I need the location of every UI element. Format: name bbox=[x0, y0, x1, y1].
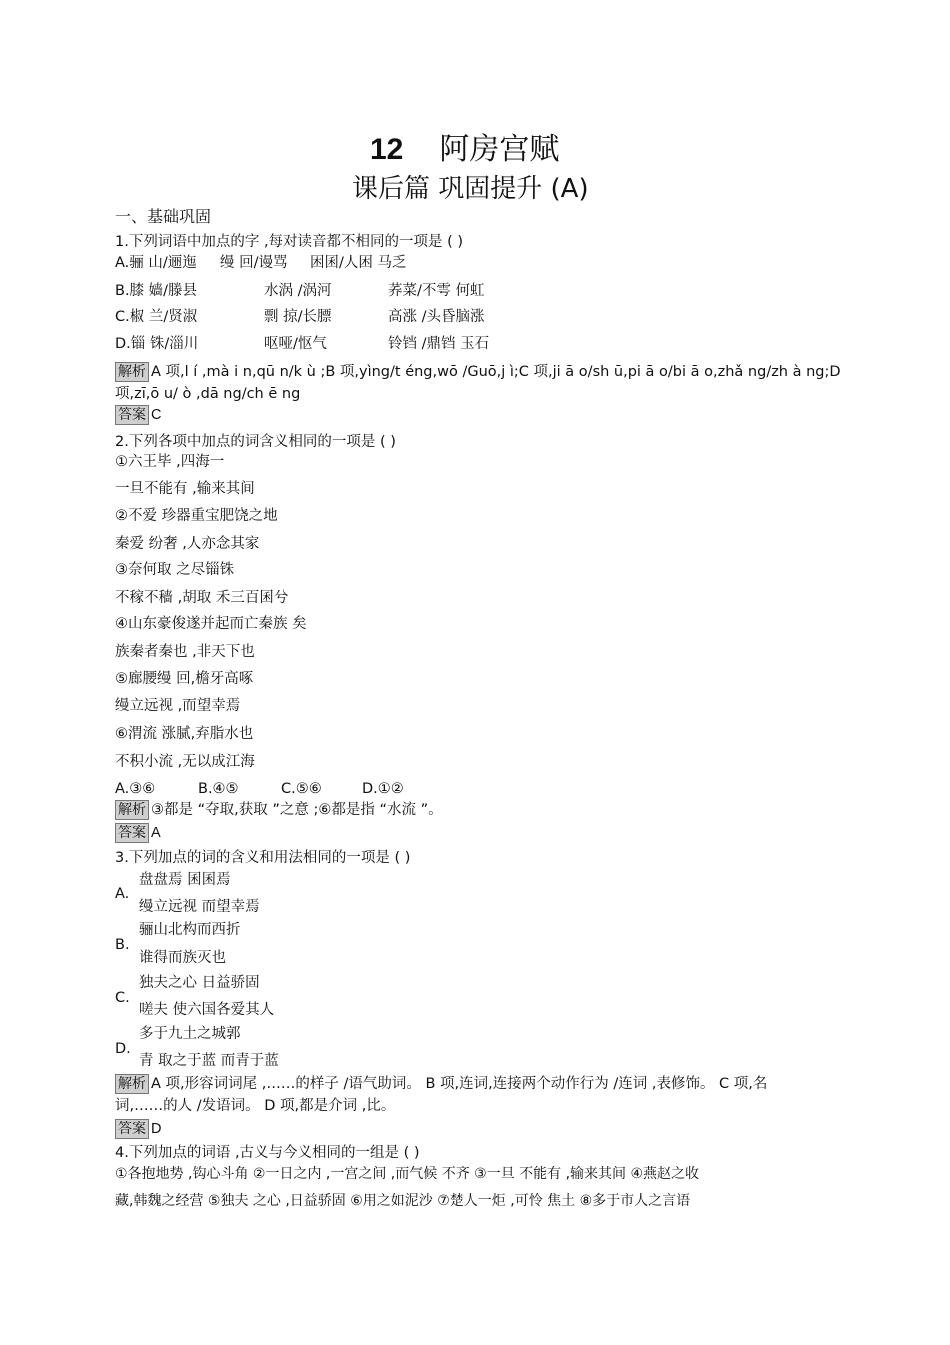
q1-analysis-line1: A 项,l í ,mà i n,qū n/k ù ;B 项,yìng/t éng,wō /Guō,j ì;C 项,ji ā o/sh ū,pi ā o/bi ā o,zhǎ ng/zh à ng;D bbox=[151, 364, 841, 380]
q2-line: ⑤廊腰缦 回,檐牙高啄 bbox=[115, 671, 254, 687]
q2-line: 不积小流 ,无以成江海 bbox=[115, 754, 255, 770]
q3-option-b-line2: 谁得而族灭也 bbox=[139, 950, 226, 966]
q4-line2: 藏,韩魏之经营 ⑤独夫 之心 ,日益骄固 ⑥用之如泥沙 ⑦楚人一炬 ,可怜 焦土 ⑧多于市人之言语 bbox=[115, 1193, 691, 1209]
q1-analysis-line2: 项,zī,ō u/ ò ,dā ng/ch ē ng bbox=[115, 386, 301, 402]
q1-row-d-c2: 呕哑/怄气 bbox=[264, 336, 327, 352]
q3-answer bbox=[115, 1119, 161, 1139]
q3-option-b-label: B. bbox=[115, 937, 130, 953]
q2-stem: 2.下列各项中加点的词含义相同的一项是 ( ) bbox=[115, 434, 396, 450]
q2-option-d: D.①② bbox=[362, 781, 404, 797]
q1-row-b-c1: B.膝 嫱/滕县 bbox=[115, 283, 198, 299]
q3-answer-value: D bbox=[151, 1121, 162, 1137]
q2-line: ②不爱 珍器重宝肥饶之地 bbox=[115, 508, 278, 524]
analysis-tag: 解析 bbox=[115, 1074, 149, 1094]
q3-option-a-line2: 缦立远视 而望幸焉 bbox=[139, 899, 260, 915]
q3-option-d-label: D. bbox=[115, 1041, 131, 1057]
q2-line: 缦立远视 ,而望幸焉 bbox=[115, 698, 241, 714]
analysis-tag: 解析 bbox=[115, 362, 149, 382]
q2-line: 秦爱 纷奢 ,人亦念其家 bbox=[115, 536, 260, 552]
q1-row-a-c1: A.骊 山/逦迤 bbox=[115, 255, 197, 271]
q3-option-a-line1: 盘盘焉 囷囷焉 bbox=[139, 872, 231, 888]
q1-row-a-c3: 困囷/人困 马乏 bbox=[310, 255, 407, 271]
q2-answer bbox=[115, 823, 161, 843]
q3-option-a-label: A. bbox=[115, 886, 130, 902]
q1-row-c-c3: 高涨 /头昏脑涨 bbox=[388, 309, 485, 325]
q1-answer bbox=[115, 405, 161, 425]
lesson-title: 阿房宫赋 bbox=[439, 132, 560, 167]
lesson-number: 12 bbox=[370, 133, 404, 166]
q3-option-b-line1: 骊山北构而西折 bbox=[139, 922, 241, 938]
q2-analysis bbox=[115, 800, 443, 820]
q1-row-a-c2: 缦 回/谩骂 bbox=[220, 255, 288, 271]
q1-stem: 1.下列词语中加点的字 ,每对读音都不相同的一项是 ( ) bbox=[115, 234, 464, 250]
q2-line: ⑥渭流 涨腻,弃脂水也 bbox=[115, 726, 254, 742]
q2-line: 一旦不能有 ,输来其间 bbox=[115, 481, 255, 497]
q1-row-c-c2: 剽 掠/长膘 bbox=[264, 309, 332, 325]
q2-line: 族秦者秦也 ,非天下也 bbox=[115, 644, 255, 660]
q1-row-b-c3: 荞菜/不雩 何虹 bbox=[388, 283, 485, 299]
q2-analysis-text: ③都是 “夺取,获取 ”之意 ;⑥都是指 “水流 ”。 bbox=[151, 802, 443, 818]
q2-answer-value: A bbox=[151, 825, 161, 841]
q2-option-c: C.⑤⑥ bbox=[281, 781, 322, 797]
q2-line: ③奈何取 之尽锱铢 bbox=[115, 562, 235, 578]
answer-tag: 答案 bbox=[115, 405, 149, 425]
q3-stem: 3.下列加点的词的含义和用法相同的一项是 ( ) bbox=[115, 850, 411, 866]
q1-analysis bbox=[115, 362, 841, 382]
q1-row-d-c1: D.锱 铢/淄川 bbox=[115, 336, 199, 352]
analysis-tag: 解析 bbox=[115, 800, 149, 820]
answer-tag: 答案 bbox=[115, 823, 149, 843]
q2-line: ④山东豪俊遂并起而亡秦族 矣 bbox=[115, 616, 307, 632]
q3-option-d-line2: 青 取之于蓝 而青于蓝 bbox=[139, 1053, 279, 1069]
q1-row-b-c2: 水涡 /涡河 bbox=[264, 283, 332, 299]
q2-line: 不稼不穑 ,胡取 禾三百囷兮 bbox=[115, 590, 289, 606]
q1-row-c-c1: C.椒 兰/贤淑 bbox=[115, 309, 198, 325]
page-subtitle: 课后篇 巩固提升 (A) bbox=[352, 174, 589, 204]
q3-option-c-line2: 嗟夫 使六国各爱其人 bbox=[139, 1002, 275, 1018]
q2-option-b: B.④⑤ bbox=[198, 781, 239, 797]
q2-line: ①六王毕 ,四海一 bbox=[115, 454, 225, 470]
q3-option-c-label: C. bbox=[115, 990, 130, 1006]
q4-line1: ①各抱地势 ,钩心斗角 ②一日之内 ,一宫之间 ,而气候 不齐 ③一旦 不能有 ,输来其间 ④燕赵之收 bbox=[115, 1166, 700, 1182]
q1-row-d-c3: 铃铛 /鼎铛 玉石 bbox=[388, 336, 490, 352]
q3-option-c-line1: 独夫之心 日益骄固 bbox=[139, 975, 260, 991]
q3-analysis-line2: 词,……的人 /发语词。 D 项,都是介词 ,比。 bbox=[115, 1098, 396, 1114]
q2-option-a: A.③⑥ bbox=[115, 781, 156, 797]
q3-analysis-line1: A 项,形容词词尾 ,……的样子 /语气助词。 B 项,连词,连接两个动作行为 /连词 ,表修饰。 C 项,名 bbox=[151, 1076, 768, 1092]
page-title bbox=[370, 124, 559, 168]
answer-tag: 答案 bbox=[115, 1119, 149, 1139]
q3-option-d-line1: 多于九土之城郭 bbox=[139, 1026, 241, 1042]
q4-stem: 4.下列加点的词语 ,古义与今义相同的一组是 ( ) bbox=[115, 1145, 420, 1161]
q3-analysis bbox=[115, 1074, 767, 1094]
q1-answer-value: C bbox=[151, 407, 162, 423]
section-heading: 一、基础巩固 bbox=[115, 207, 212, 226]
